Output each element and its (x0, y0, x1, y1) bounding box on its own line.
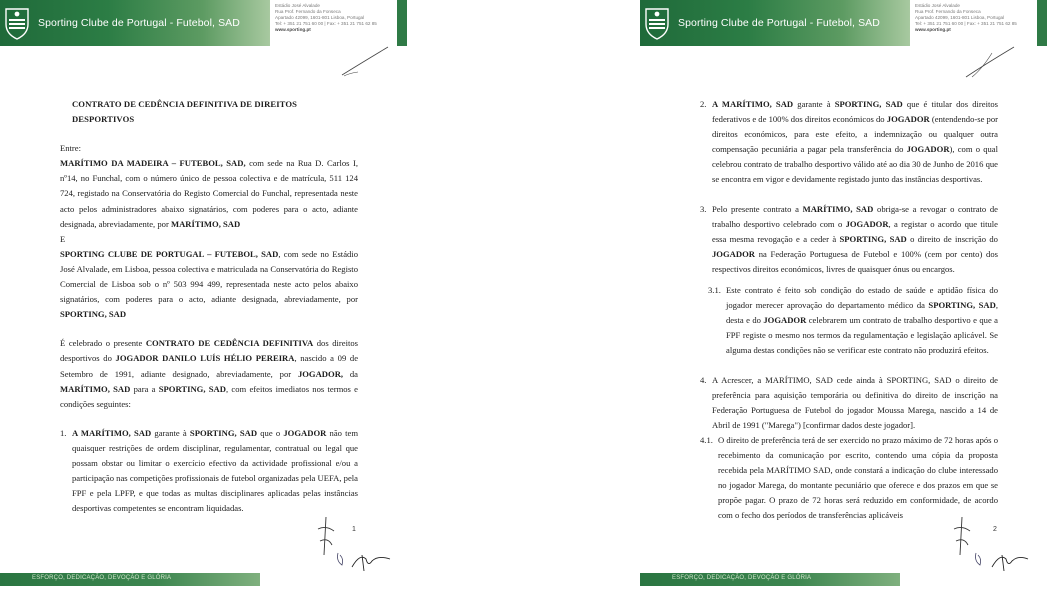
address-line: Apartado 42099, 1601-801 Lisboa, Portugal (915, 15, 1005, 20)
clause-2 (700, 97, 998, 188)
text-run: para a (130, 383, 159, 394)
document-page-1 (0, 0, 407, 595)
text-run: (entendendo-se por direitos económicos, para este efeito, a indemnização ou qualquer outra compensação pecuniária a pagar pela transferência do (712, 114, 998, 155)
letterhead-accent (397, 0, 407, 46)
initials-signature-icon (962, 45, 1017, 79)
address-line: Tel: + 351 21 751 60 00 | Fax: + 351 21 751 62 85 (275, 21, 377, 26)
initials-signature-icon (338, 45, 393, 79)
signatures-icon (950, 515, 1030, 575)
website-link[interactable]: www.sporting.pt (275, 27, 311, 32)
text-run: A MARÍTIMO, SAD (712, 99, 794, 109)
text-run: Este contrato é feito sob condição do estado de saúde e aptidão física do jogador merecer aprovação do departamento médico da (726, 285, 998, 311)
clause-number: 4. (700, 374, 707, 385)
website-link[interactable]: www.sporting.pt (915, 27, 951, 32)
text-run: , nascido a 09 de Setembro de 1991, adiante designado, abreviadamente, por (60, 353, 359, 379)
brand-name: Sporting Clube de Portugal - Futebol, SAD (678, 17, 880, 29)
text-run: JOGADOR (283, 427, 327, 438)
letterhead-address (915, 3, 1017, 33)
text-run: garante à (151, 427, 190, 438)
conjunction: E (60, 233, 66, 244)
text-run: CONTRATO DE CEDÊNCIA DEFINITIVA (145, 338, 314, 349)
text-run: SPORTING, SAD (839, 233, 907, 244)
text-run: dos direitos desportivos do (60, 338, 358, 364)
text-run: , com efeitos imediatos nos termos e condições seguintes: (60, 383, 358, 409)
clause-4-1 (700, 433, 998, 524)
text-run: SPORTING, SAD (928, 300, 996, 311)
player-name: JOGADOR DANILO LUÍS HÉLIO PEREIRA (115, 353, 295, 364)
clause-number: 2. (700, 99, 707, 109)
text-run: MARÍTIMO, SAD (802, 203, 874, 214)
clause-3-1 (708, 283, 998, 358)
clause-1 (60, 426, 358, 517)
address-line: Estádio José Alvalade (275, 3, 320, 8)
address-line: Tel: + 351 21 751 60 00 | Fax: + 351 21 751 62 85 (915, 21, 1017, 26)
document-page-2 (640, 0, 1047, 595)
clause-3 (700, 202, 998, 277)
clause-4 (700, 373, 998, 433)
contract-body-page-1 (60, 97, 358, 516)
parties-intro: Entre: (60, 143, 81, 154)
text-run: obriga-se a revogar o contrato de trabalho desportivo celebrado com o (712, 203, 998, 229)
party-details: com sede na Rua D. Carlos I, nº14, no Funchal, com o número único de pessoa colectiva e de matrícula, 511 124 724, registado na Conservatória do Registo Comercial do Funchal, representada neste acto pelos administradores abaixo signatários, com poderes para o acto, adiante designada, abreviadamente, por (60, 158, 358, 229)
text-run: JOGADOR (712, 248, 755, 259)
text-run: que é titular dos direitos federativos e de 100% dos direitos económicos do (712, 99, 998, 125)
footer-band (0, 573, 260, 586)
clause-number: 4.1. (700, 434, 713, 445)
party-sporting (60, 247, 358, 322)
text-run: SPORTING, SAD (158, 383, 226, 394)
text-run: , a registar o acordo que titule essa mesma revogação e a ceder à (712, 218, 998, 244)
party-name: SPORTING CLUBE DE PORTUGAL – FUTEBOL, SAD (60, 248, 279, 259)
letterhead-accent (1037, 0, 1047, 46)
page-number: 1 (352, 526, 356, 533)
footer-motto: ESFORÇO, DEDICAÇÃO, DEVOÇÃO E GLÓRIA (32, 575, 172, 581)
footer-band (640, 573, 900, 586)
clause-number: 3.1. (708, 285, 721, 296)
text-run: MARÍTIMO, SAD (60, 383, 131, 394)
letterhead-address (275, 3, 377, 33)
text-run: na Federação Portuguesa de Futebol e 100% (cem por cento) dos respectivos direitos económicos, livres de quaisquer ónus ou encargos. (712, 248, 998, 274)
text-run: É celebrado o presente (60, 338, 146, 349)
text-run: JOGADOR (763, 315, 807, 326)
text-run: que o (257, 427, 284, 438)
brand-name: Sporting Clube de Portugal - Futebol, SAD (38, 17, 240, 29)
address-line: Rua Prof. Fernando da Fonseca (275, 9, 341, 14)
footer-motto: ESFORÇO, DEDICAÇÃO, DEVOÇÃO E GLÓRIA (672, 575, 812, 581)
party-details: , com sede no Estádio José Alvalade, em Lisboa, pessoa colectiva e matriculada na Conservatória do Registo Comercial de Lisboa sob o nº 503 994 499, representada neste acto pelos abaixo signatários, com poderes para o acto, adiante designada, abreviadamente, por (60, 248, 358, 305)
text-run: garante à (793, 99, 835, 109)
text-run: O direito de preferência terá de ser exercido no prazo máximo de 72 horas após o recebimento da comunicação por escrito, contendo uma cópia da proposta recebida pela MARÍTIMO SAD, onde constará a indicação do clube interessado no jogador Marega, do montante pecuniário que oferece e dos prazos em que se propõe pagar. O prazo de 72 horas será reduzido em conformidade, de acordo com o fecho dos períodos de transferências aplicáveis (718, 434, 998, 521)
text-run: celebrarem um contrato de trabalho desportivo e que a FPF registe o mesmo nos termos da regulamentação e legislação aplicável. Se alguma destas condições não se verificar este contrato não produzirá efeitos. (726, 315, 998, 356)
party-maritimo (60, 156, 358, 231)
party-short-name: MARÍTIMO, SAD (170, 218, 241, 229)
address-line: Estádio José Alvalade (915, 3, 960, 8)
text-run: , desta e do (726, 300, 998, 326)
text-run: não tem quaisquer restrições de ordem disciplinar, regulamentar, contratual ou legal que possam obstar ou limitar o exercício efectivo da actividade profissional e/ou a participação nas competições profissionais de futebol organizadas pela UEFA, pela FPF e pela LPFP, e que todas as multas disciplinares aplicadas pelas instâncias desportivas competentes se encontram liquidadas. (72, 427, 359, 514)
clause-number: 1. (60, 427, 67, 438)
text-run: JOGADOR (906, 144, 950, 155)
contract-title: CONTRATO DE CEDÊNCIA DEFINITIVA DE DIREITOS DESPORTIVOS (72, 99, 298, 125)
text-run: ), com o qual celebrou contrato de trabalho desportivo válido até ao dia 30 de Junho de 2016 que se encontra em vigor e devidamente registado junto das instâncias desportivas. (712, 144, 998, 185)
address-line: Rua Prof. Fernando da Fonseca (915, 9, 981, 14)
contract-body-page-2 (700, 97, 998, 523)
text-run: da (343, 368, 358, 379)
party-short-name: SPORTING, SAD (60, 309, 127, 320)
text-run: JOGADOR, (297, 368, 344, 379)
signatures-icon (312, 515, 392, 575)
address-line: Apartado 42099, 1601-801 Lisboa, Portugal (275, 15, 365, 20)
text-run: JOGADOR (845, 218, 889, 229)
clause-number: 3. (700, 203, 707, 214)
club-crest-icon (4, 6, 30, 40)
text-run: SPORTING, SAD (834, 99, 903, 109)
text-run: o direito de inscrição do (906, 233, 998, 244)
page-number: 2 (993, 526, 997, 533)
text-run: SPORTING, SAD (189, 427, 258, 438)
club-crest-icon (644, 6, 670, 40)
text-run: Pelo presente contrato a (712, 203, 803, 214)
text-run: A MARÍTIMO, SAD (72, 427, 152, 438)
page-gutter (408, 0, 638, 595)
party-name: MARÍTIMO DA MADEIRA – FUTEBOL, SAD, (60, 158, 246, 169)
text-run: A Acrescer, a MARÍTIMO, SAD cede ainda à SPORTING, SAD o direito de preferência para aquisição temporária ou definitiva do direito de inscrição na Federação Portuguesa de Futebol do jogador Moussa Marega, nascido a 14 de Abril de 1991 ("Marega") [confirmar dados deste jogador]. (712, 374, 998, 430)
letterhead-band (640, 0, 910, 46)
letterhead-band (0, 0, 270, 46)
contract-intro (60, 336, 358, 411)
text-run: JOGADOR (886, 114, 930, 125)
